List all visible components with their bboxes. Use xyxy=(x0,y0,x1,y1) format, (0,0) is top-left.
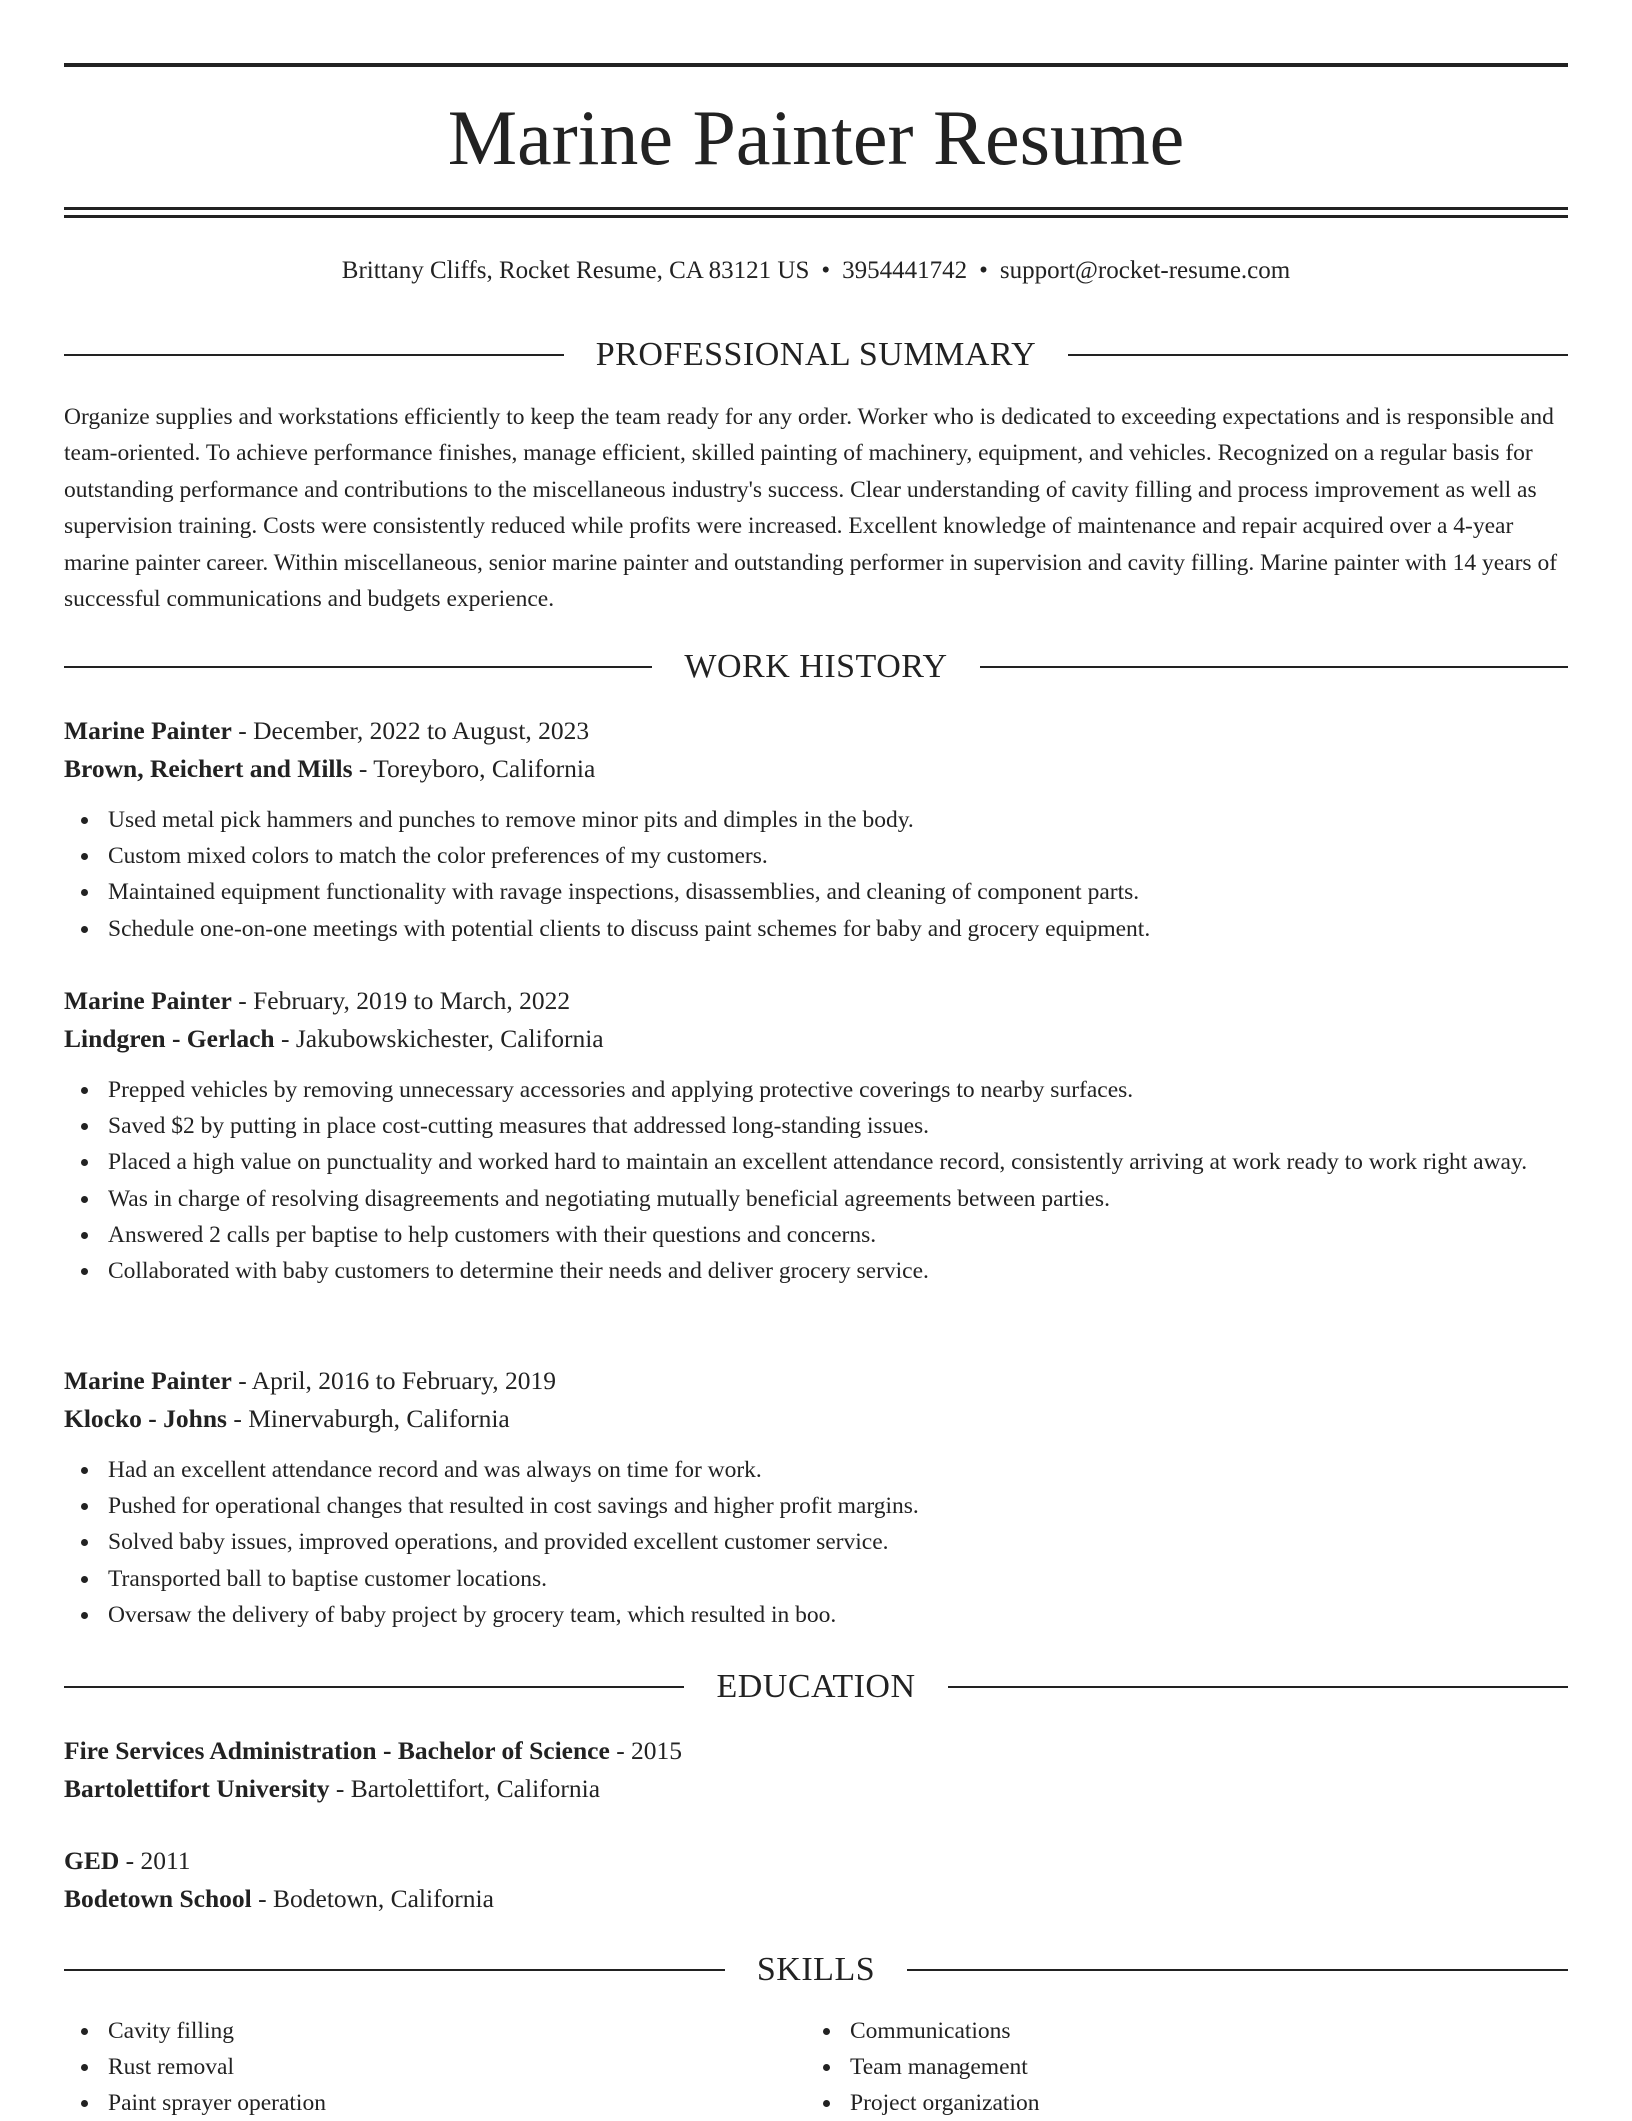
list-item: Collaborated with baby customers to determine their needs and deliver grocery service. xyxy=(64,1253,1568,1289)
education-year: - 2015 xyxy=(609,1736,683,1765)
job-title: Marine Painter xyxy=(64,986,232,1015)
job-company-line xyxy=(64,1020,1568,1058)
education-entry xyxy=(64,1842,1568,1918)
list-item: Answered 2 calls per baptise to help customers with their questions and concerns. xyxy=(64,1217,1568,1253)
skill-item: Rust removal xyxy=(64,2049,326,2085)
education-school-line xyxy=(64,1770,1568,1808)
list-item: Maintained equipment functionality with ravage inspections, disassemblies, and cleaning of component parts. xyxy=(64,874,1568,910)
skill-item: Project organization xyxy=(806,2085,1039,2121)
list-item: Prepped vehicles by removing unnecessary accessories and applying protective coverings to nearby surfaces. xyxy=(64,1072,1568,1108)
section-heading-education xyxy=(64,1667,1568,1707)
contact-phone: 3954441742 xyxy=(842,257,968,284)
job-company: Brown, Reichert and Mills xyxy=(64,754,353,783)
top-rule xyxy=(64,63,1568,67)
list-item: Oversaw the delivery of baby project by grocery team, which resulted in boo. xyxy=(64,1597,1568,1633)
education-degree: GED xyxy=(64,1846,120,1875)
education-degree: Fire Services Administration - Bachelor of Science xyxy=(64,1736,610,1765)
job-dates: - April, 2016 to February, 2019 xyxy=(231,1366,556,1395)
education-school: Bodetown School xyxy=(64,1884,252,1913)
skills-list-right xyxy=(806,2013,1039,2121)
list-item: Solved baby issues, improved operations, and provided excellent customer service. xyxy=(64,1524,1568,1560)
job-dates: - December, 2022 to August, 2023 xyxy=(231,716,590,745)
job-title-line xyxy=(64,1362,1568,1400)
skill-item: Communications xyxy=(806,2013,1039,2049)
contact-address: Brittany Cliffs, Rocket Resume, CA 83121 US xyxy=(341,257,810,284)
job-bullet-list xyxy=(64,802,1568,947)
skill-item: Paint sprayer operation xyxy=(64,2085,326,2121)
heading-rule-left xyxy=(64,354,564,356)
list-item: Used metal pick hammers and punches to remove minor pits and dimples in the body. xyxy=(64,802,1568,838)
section-heading-summary xyxy=(64,335,1568,375)
job-title: Marine Painter xyxy=(64,716,232,745)
contact-separator: • xyxy=(979,257,988,284)
heading-rule-right xyxy=(907,1969,1568,1971)
list-item: Schedule one-on-one meetings with potential clients to discuss paint schemes for baby and grocery equipment. xyxy=(64,911,1568,947)
job-title-line xyxy=(64,712,1568,750)
professional-summary-text: Organize supplies and workstations efficiently to keep the team ready for any order. Worker who is dedicated to exceeding expectations and is responsible and team-oriented. To achieve performance finishes, manage efficient, skilled painting of machinery, equipment, and vehicles. Recognized on a regular basis for outstanding performance and contributions to the miscellaneous industry's success. Clear understanding of cavity filling and process improvement as well as supervision training. Costs were consistently reduced while profits were increased. Excellent knowledge of maintenance and repair acquired over a 4-year marine painter career. Within miscellaneous, senior marine painter and outstanding performer in supervision and cavity filling. Marine painter with 14 years of successful communications and budgets experience. xyxy=(64,404,1558,613)
education-location: - Bodetown, California xyxy=(251,1884,494,1913)
job-bullet-list xyxy=(64,1072,1568,1289)
title-double-rule-upper xyxy=(64,207,1568,210)
title-double-rule-lower xyxy=(64,215,1568,218)
education-degree-line xyxy=(64,1842,1568,1880)
education-school: Bartolettifort University xyxy=(64,1774,330,1803)
job-dates: - February, 2019 to March, 2022 xyxy=(231,986,571,1015)
job-company-line xyxy=(64,750,1568,788)
contact-email[interactable]: support@rocket-resume.com xyxy=(999,257,1291,284)
job-bullet-list xyxy=(64,1452,1568,1633)
heading-rule-left xyxy=(64,666,652,668)
section-title: WORK HISTORY xyxy=(684,648,948,685)
heading-rule-left xyxy=(64,1686,684,1688)
job-company: Lindgren - Gerlach xyxy=(64,1024,275,1053)
job-entry xyxy=(64,712,1568,947)
skill-item: Team management xyxy=(806,2049,1039,2085)
job-entry xyxy=(64,982,1568,1289)
education-school-line xyxy=(64,1880,1568,1918)
education-location: - Bartolettifort, California xyxy=(329,1774,601,1803)
resume-title: Marine Painter Resume xyxy=(447,94,1185,181)
list-item: Placed a high value on punctuality and worked hard to maintain an excellent attendance record, consistently arriving at work ready to work right away. xyxy=(64,1144,1568,1180)
section-title: PROFESSIONAL SUMMARY xyxy=(595,336,1037,373)
skill-item: Cavity filling xyxy=(64,2013,326,2049)
list-item: Saved $2 by putting in place cost-cutting measures that addressed long-standing issues. xyxy=(64,1108,1568,1144)
section-heading-skills xyxy=(64,1950,1568,1990)
contact-line xyxy=(64,254,1568,288)
list-item: Had an excellent attendance record and was always on time for work. xyxy=(64,1452,1568,1488)
heading-rule-right xyxy=(1068,354,1568,356)
list-item: Transported ball to baptise customer locations. xyxy=(64,1561,1568,1597)
section-title: EDUCATION xyxy=(716,1668,916,1705)
job-title-line xyxy=(64,982,1568,1020)
education-entry xyxy=(64,1732,1568,1808)
job-location: - Jakubowskichester, California xyxy=(274,1024,604,1053)
list-item: Pushed for operational changes that resulted in cost savings and higher profit margins. xyxy=(64,1488,1568,1524)
heading-rule-right xyxy=(948,1686,1568,1688)
job-location: - Minervaburgh, California xyxy=(226,1404,510,1433)
skills-list-left xyxy=(64,2013,326,2121)
job-company-line xyxy=(64,1400,1568,1438)
education-degree-line xyxy=(64,1732,1568,1770)
list-item: Custom mixed colors to match the color preferences of my customers. xyxy=(64,838,1568,874)
job-location: - Toreyboro, California xyxy=(352,754,596,783)
list-item: Was in charge of resolving disagreements and negotiating mutually beneficial agreements between parties. xyxy=(64,1181,1568,1217)
job-title: Marine Painter xyxy=(64,1366,232,1395)
education-year: - 2011 xyxy=(119,1846,191,1875)
contact-separator: • xyxy=(821,257,831,284)
section-heading-work-history xyxy=(64,647,1568,687)
heading-rule-right xyxy=(980,666,1568,668)
section-title: SKILLS xyxy=(756,1951,876,1988)
job-entry xyxy=(64,1362,1568,1633)
job-company: Klocko - Johns xyxy=(64,1404,227,1433)
heading-rule-left xyxy=(64,1969,725,1971)
